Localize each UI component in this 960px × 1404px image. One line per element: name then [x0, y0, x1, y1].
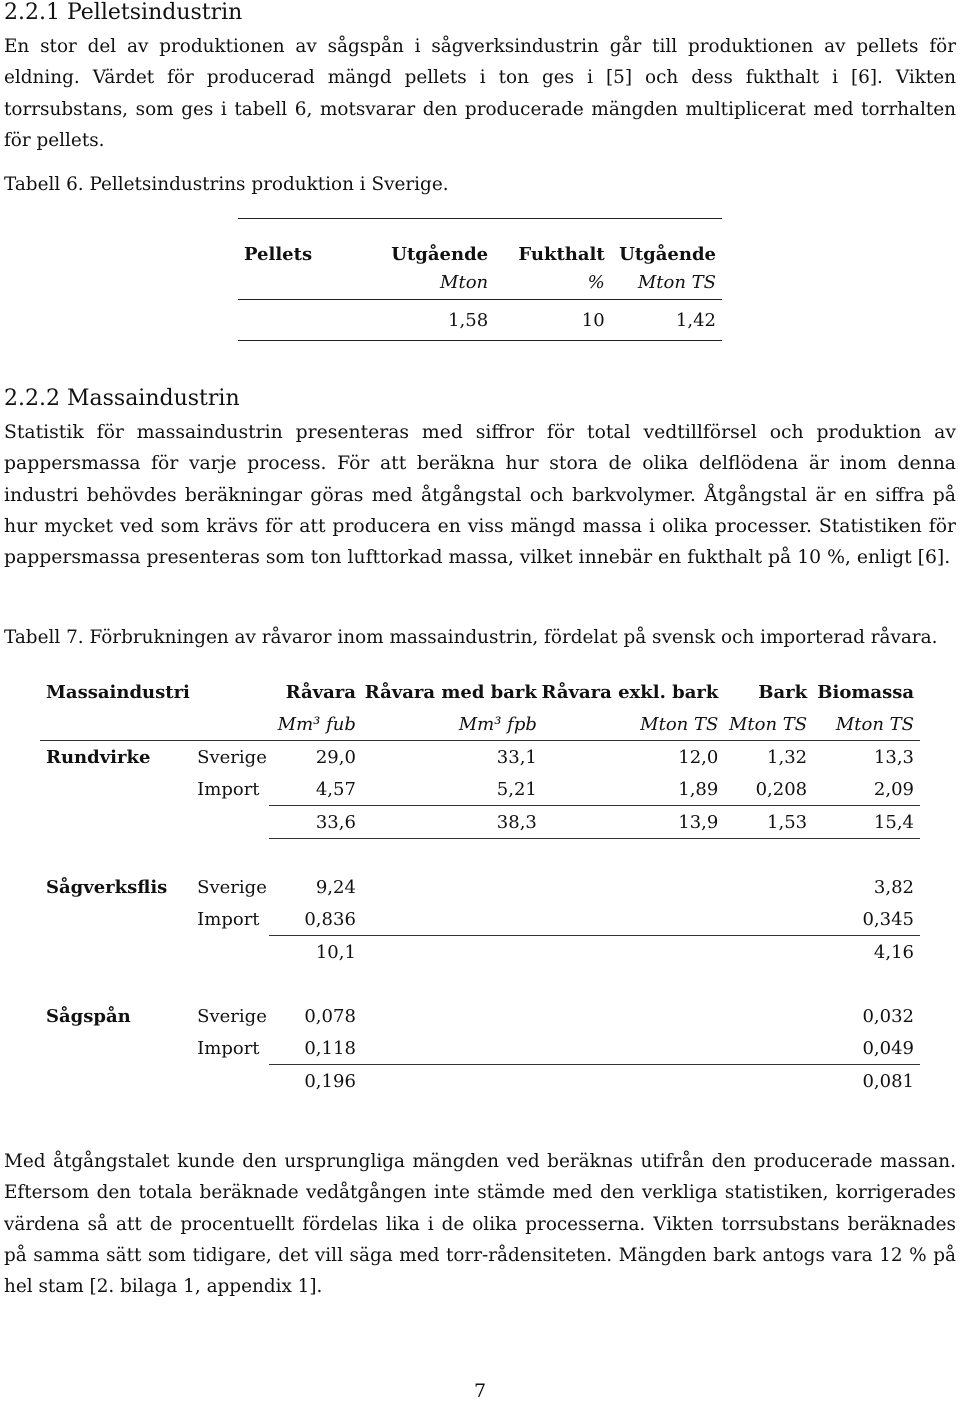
empty-cell: [718, 871, 807, 903]
table-row-total: [40, 936, 920, 969]
empty-cell: [537, 871, 718, 903]
empty-cell: [356, 1065, 537, 1098]
origin-cell: Import: [197, 778, 260, 800]
empty-cell: [537, 1065, 718, 1098]
unit-cell: Mton TS: [605, 265, 722, 300]
value-cell: 0,208: [718, 773, 807, 806]
group-label: [40, 903, 197, 936]
empty-cell: [718, 936, 807, 969]
header-bark: Bark: [758, 681, 808, 703]
empty-cell: [718, 903, 807, 936]
table-pellets-production: [238, 218, 722, 341]
origin-cell: [197, 1065, 269, 1098]
table-row: [40, 1000, 920, 1032]
value-cell: 29,0: [315, 746, 356, 768]
unit-cell: [197, 708, 269, 741]
group-label: [40, 936, 197, 969]
header-biomassa: Biomassa: [817, 681, 914, 703]
empty-cell: [537, 903, 718, 936]
header-massaindustri: Massaindustri: [46, 681, 190, 703]
value-cell: 1,42: [605, 300, 722, 341]
group-label: [40, 1032, 197, 1065]
table-caption-6: Tabell 6. Pelletsindustrins produktion i Sverige.: [4, 174, 449, 195]
group-label: [40, 1065, 197, 1098]
table-unit-row: [238, 265, 722, 300]
total-cell: 4,16: [873, 941, 914, 963]
value-cell: 13,3: [873, 746, 914, 768]
value-cell: 0,049: [807, 1032, 920, 1065]
unit-cell: Mton: [362, 265, 489, 300]
header-pellets: Pellets: [238, 219, 362, 266]
empty-cell: [537, 1000, 718, 1032]
table-row: [40, 871, 920, 903]
section-heading-pelletsindustrin: 2.2.1 Pelletsindustrin: [4, 0, 243, 25]
total-cell: 1,53: [718, 806, 807, 839]
unit-cell: Mton TS: [537, 708, 718, 741]
table-massaindustri: [40, 676, 920, 1097]
spacer-cell: [40, 839, 920, 872]
value-cell: 0,118: [269, 1032, 356, 1065]
page-number: 7: [473, 1380, 487, 1402]
value-cell: 1,58: [362, 300, 489, 341]
empty-cell: [356, 871, 537, 903]
table-row-total: [40, 806, 920, 839]
paragraph-pellets: En stor del av produktionen av sågspån i sågverksindustrin går till produktionen av pellets för eldning. Värdet för producerad mängd pellets i ton ges i [5] och dess fukthalt i [6]. Vikten torrsubstans, som ges i tabell 6, motsvarar den producerade mängden multiplicerat med torrhalten för pellets.: [4, 36, 956, 151]
value-cell: 4,57: [269, 773, 356, 806]
empty-cell: [718, 1065, 807, 1098]
spacer-cell: [40, 968, 920, 1000]
value-cell: 1,89: [537, 773, 718, 806]
unit-cell: %: [488, 265, 605, 300]
header-utgaende: Utgående: [362, 219, 489, 266]
value-cell: 0,345: [807, 903, 920, 936]
header-origin: [197, 676, 269, 708]
group-label: Sågspån: [46, 1005, 131, 1027]
origin-cell: Import: [197, 908, 260, 930]
empty-cell: [356, 1032, 537, 1065]
unit-cell: Mm³ fpb: [356, 708, 537, 741]
origin-cell: Import: [197, 1037, 260, 1059]
value-cell: [238, 300, 362, 341]
group-label: [40, 773, 197, 806]
value-cell: 0,078: [304, 1005, 356, 1027]
empty-cell: [356, 903, 537, 936]
origin-cell: Sverige: [197, 1005, 267, 1027]
empty-cell: [537, 1032, 718, 1065]
origin-cell: [197, 936, 269, 969]
total-cell: 13,9: [537, 806, 718, 839]
value-cell: 10: [488, 300, 605, 341]
total-cell: 38,3: [356, 806, 537, 839]
table-header-row: [40, 676, 920, 708]
table-row: [40, 903, 920, 936]
total-cell: 10,1: [315, 941, 356, 963]
value-cell: 3,82: [873, 876, 914, 898]
paragraph-massa: Statistik för massaindustrin presenteras med siffror för total vedtillförsel och produktion av pappersmassa för varje process. För att beräkna hur stora de olika delflödena är inom denna industri behövdes beräkningar göras med åtgångstal och barkvolymer. Åtgångstal är en siffra på hur mycket ved som krävs för att producera en viss mängd massa i olika processer. Statistiken för pappersmassa presenteras som ton lufttorkad massa, vilket innebär en fukthalt på 10 %, enligt [6].: [4, 422, 956, 569]
value-cell: 2,09: [807, 773, 920, 806]
total-cell: 33,6: [269, 806, 356, 839]
unit-cell: Mton TS: [807, 708, 920, 741]
total-cell: 0,196: [304, 1070, 356, 1092]
paragraph-closing: Med åtgångstalet kunde den ursprungliga mängden ved beräknas utifrån den producerade massan. Eftersom den totala beräknade vedåtgången inte stämde med den verkliga statistiken, korrigerades värdena så att de procentuellt fördelas lika i de olika processerna. Vikten torrsubstans beräknades på samma sätt som tidigare, det vill säga med torr-rådensiteten. Mängden bark antogs vara 12 % på hel stam [2. bilaga 1, appendix 1].: [4, 1151, 956, 1298]
empty-cell: [537, 936, 718, 969]
value-cell: 9,24: [315, 876, 356, 898]
origin-cell: Sverige: [197, 746, 267, 768]
value-cell: 0,836: [269, 903, 356, 936]
header-ravara-exkl-bark: Råvara exkl. bark: [541, 681, 719, 703]
unit-cell: Mton TS: [718, 708, 807, 741]
empty-cell: [718, 1032, 807, 1065]
header-ravara-med-bark: Råvara med bark: [364, 681, 537, 703]
section-heading-massaindustrin: 2.2.2 Massaindustrin: [4, 386, 240, 411]
group-label: [40, 806, 197, 839]
total-cell: 15,4: [807, 806, 920, 839]
table-unit-row: [40, 708, 920, 741]
empty-cell: [356, 1000, 537, 1032]
group-label: Sågverksflis: [46, 876, 168, 898]
total-cell: 0,081: [862, 1070, 914, 1092]
value-cell: 0,032: [862, 1005, 914, 1027]
table-row: [238, 300, 722, 341]
table-row: [40, 773, 920, 806]
table-header-row: [238, 219, 722, 266]
empty-cell: [718, 1000, 807, 1032]
header-ravara: Råvara: [285, 681, 356, 703]
group-label: Rundvirke: [46, 746, 151, 768]
empty-cell: [356, 936, 537, 969]
value-cell: 12,0: [678, 746, 719, 768]
origin-cell: Sverige: [197, 876, 267, 898]
origin-cell: [197, 806, 269, 839]
table-row-total: [40, 1065, 920, 1098]
value-cell: 5,21: [356, 773, 537, 806]
table-row: [40, 1032, 920, 1065]
table-spacer: [40, 839, 920, 872]
value-cell: 1,32: [767, 746, 808, 768]
table-caption-7: Tabell 7. Förbrukningen av råvaror inom massaindustrin, fördelat på svensk och importerad råvara.: [4, 627, 938, 648]
table-spacer: [40, 968, 920, 1000]
unit-cell: Mm³ fub: [269, 708, 356, 741]
header-utgaende-ts: Utgående: [605, 219, 722, 266]
table-row: [40, 741, 920, 774]
value-cell: 33,1: [496, 746, 537, 768]
unit-cell: [238, 265, 362, 300]
unit-cell: [40, 708, 197, 741]
header-fukthalt: Fukthalt: [488, 219, 605, 266]
